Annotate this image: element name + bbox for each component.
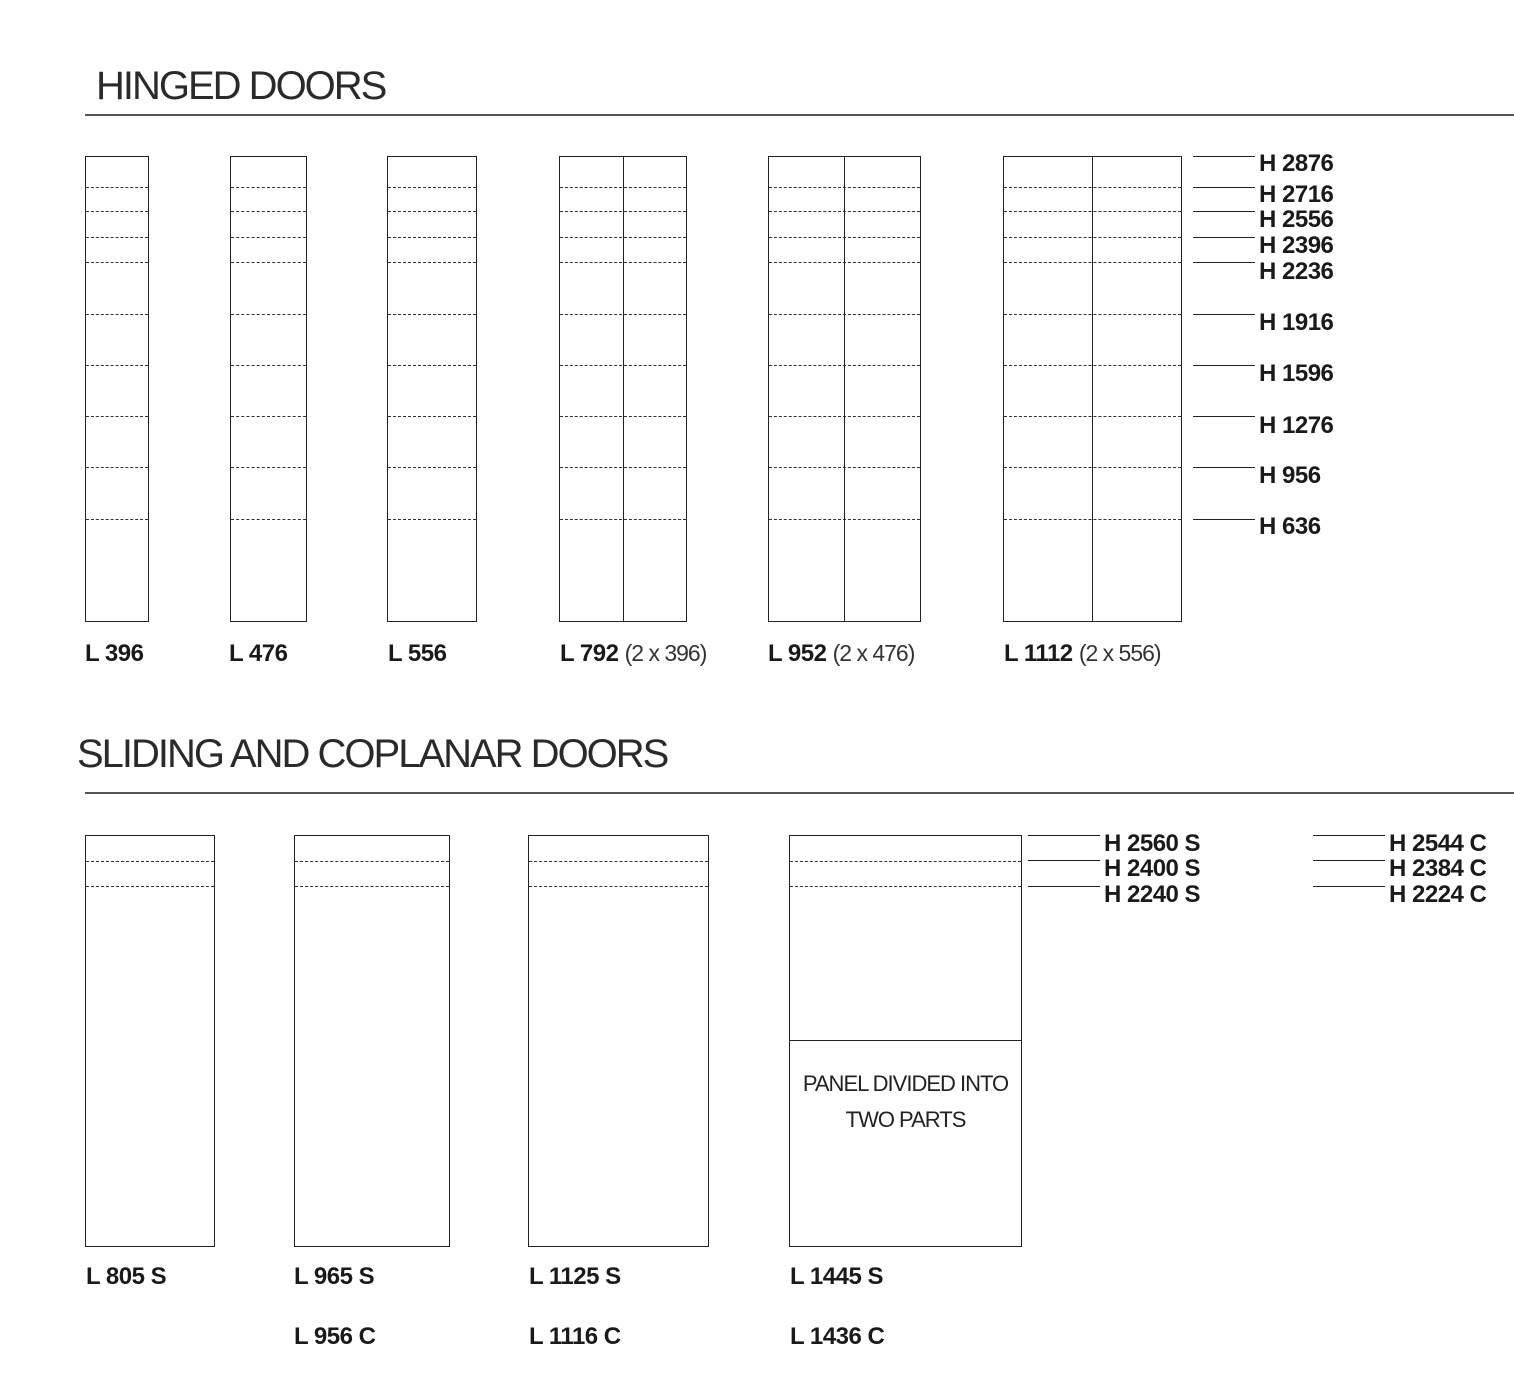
height-label: H 2236 [1259, 258, 1334, 285]
width-label: L 1436 C [790, 1323, 885, 1350]
height-label: H 2384 C [1389, 855, 1487, 882]
width-label: L 805 S [86, 1263, 167, 1290]
height-label: H 2400 S [1104, 855, 1201, 882]
height-leader [1193, 156, 1255, 157]
height-label: H 2876 [1259, 150, 1334, 177]
sliding-doors-title: SLIDING AND COPLANAR DOORS [77, 732, 668, 776]
sliding-door-965 [294, 835, 450, 1247]
height-leader [1193, 416, 1255, 417]
width-label: L 476 [229, 640, 288, 667]
width-label: L 1125 S [529, 1263, 621, 1290]
width-label: L 792 (2 x 396) [560, 640, 707, 667]
hinged-door-1112 [1003, 156, 1182, 622]
sliding-door-805 [85, 835, 215, 1247]
width-label: L 952 (2 x 476) [768, 640, 915, 667]
height-label: H 2544 C [1389, 830, 1487, 857]
height-leader [1193, 467, 1255, 468]
height-label: H 2560 S [1104, 830, 1201, 857]
hinged-door-476 [230, 156, 307, 622]
hinged-doors-title: HINGED DOORS [96, 64, 386, 108]
height-leader [1193, 187, 1255, 188]
height-label: H 1596 [1259, 360, 1334, 387]
hinged-door-556 [387, 156, 477, 622]
height-label: H 1916 [1259, 309, 1334, 336]
width-label: L 956 C [294, 1323, 376, 1350]
hinged-door-952 [768, 156, 921, 622]
sliding-door-1445 [789, 835, 1022, 1247]
height-leader [1193, 262, 1255, 263]
height-leader [1313, 886, 1385, 887]
width-label: L 1112 (2 x 556) [1004, 640, 1161, 667]
height-leader [1028, 860, 1100, 861]
sliding-door-1125 [528, 835, 709, 1247]
height-leader [1193, 211, 1255, 212]
height-leader [1193, 519, 1255, 520]
panel-note: PANEL DIVIDED INTO TWO PARTS [802, 1071, 1009, 1132]
hinged-section-rule [85, 114, 1514, 116]
hinged-door-396 [85, 156, 149, 622]
height-label: H 2224 C [1389, 881, 1487, 908]
height-leader [1313, 860, 1385, 861]
width-label: L 1116 C [529, 1323, 621, 1350]
width-label: L 556 [388, 640, 447, 667]
height-label: H 2396 [1259, 232, 1334, 259]
height-label: H 2240 S [1104, 881, 1201, 908]
hinged-door-792 [559, 156, 687, 622]
height-label: H 1276 [1259, 412, 1334, 439]
height-label: H 2716 [1259, 181, 1334, 208]
height-leader [1193, 365, 1255, 366]
height-label: H 2556 [1259, 206, 1334, 233]
height-label: H 636 [1259, 513, 1321, 540]
height-label: H 956 [1259, 462, 1321, 489]
sliding-section-rule [85, 792, 1514, 794]
height-leader [1028, 886, 1100, 887]
height-leader [1193, 314, 1255, 315]
width-label: L 396 [85, 640, 144, 667]
width-label: L 965 S [294, 1263, 375, 1290]
width-label: L 1445 S [790, 1263, 883, 1290]
height-leader [1028, 835, 1100, 836]
height-leader [1193, 237, 1255, 238]
height-leader [1313, 835, 1385, 836]
